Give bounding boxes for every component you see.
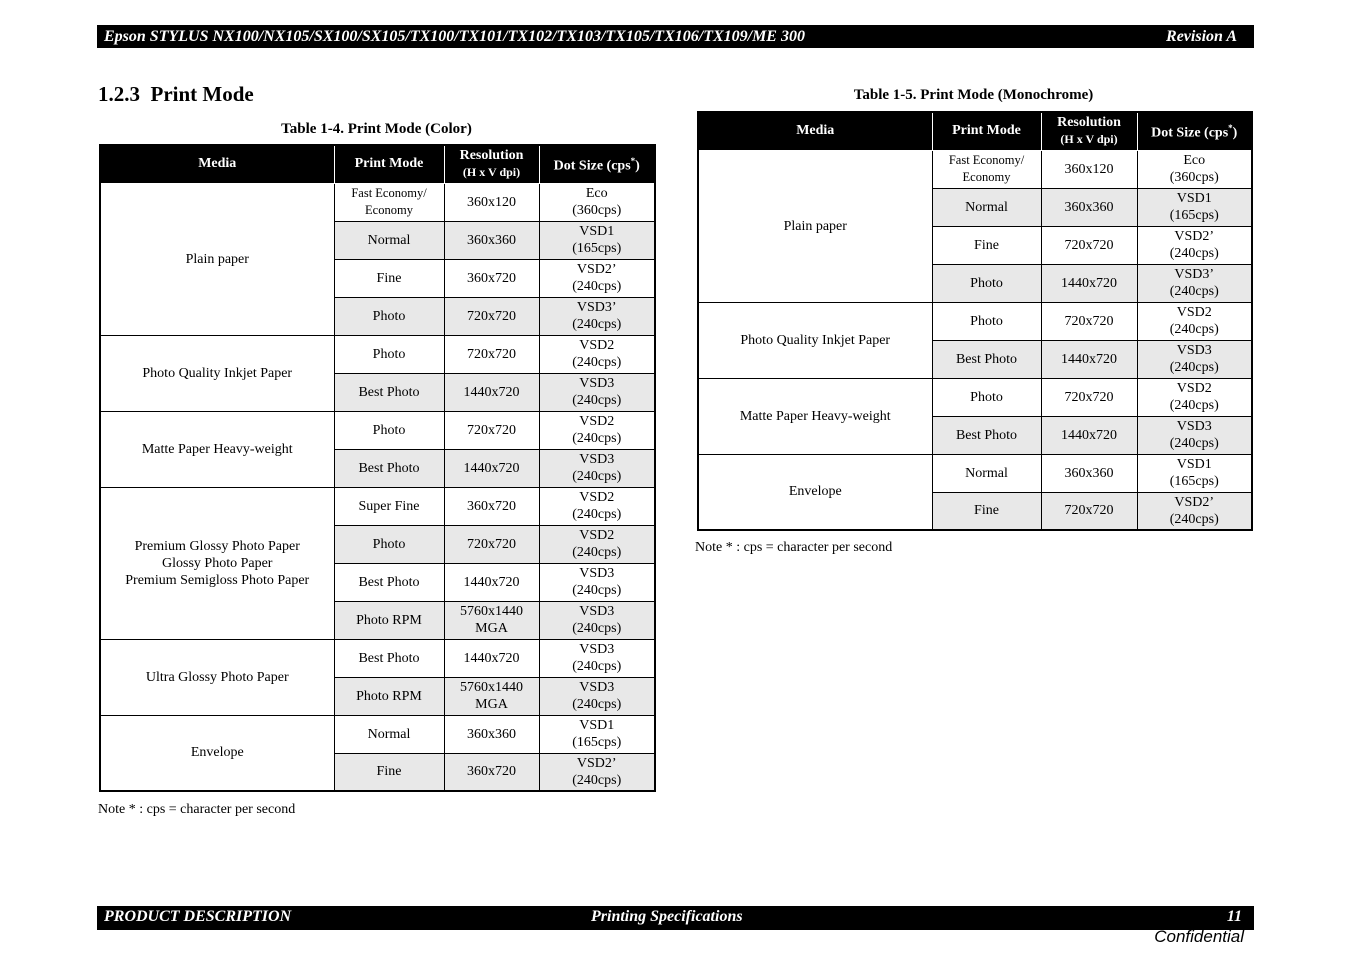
- print-mode-cell: [334, 715, 444, 753]
- resolution-cell: [444, 449, 539, 487]
- resolution-cell-line: 1440x720: [1061, 275, 1117, 291]
- resolution-cell: [1041, 454, 1137, 492]
- table-row: [698, 454, 1252, 492]
- resolution-cell: [444, 525, 539, 563]
- column-header-resolution-unit: (H x V dpi): [462, 165, 521, 180]
- dot-size-cell-line: VSD2: [579, 414, 615, 429]
- print-mode-cell: [334, 487, 444, 525]
- media-label: Matte Paper Heavy-weight: [739, 408, 891, 424]
- dot-size-cell-line: VSD1: [1176, 191, 1212, 206]
- dot-size-cell: [539, 525, 655, 563]
- resolution-cell: [444, 563, 539, 601]
- dot-size-cell-line: (240cps): [1169, 511, 1219, 527]
- media-label: Premium Semigloss Photo Paper: [125, 572, 310, 588]
- resolution-cell-line: 720x720: [1064, 503, 1114, 519]
- resolution-cell-line: 720x720: [467, 346, 516, 362]
- media-cell: [100, 639, 334, 715]
- dot-size-cell: [1137, 416, 1252, 454]
- resolution-cell-line: 1440x720: [463, 460, 520, 476]
- dot-size-cell: [539, 449, 655, 487]
- resolution-cell: [1041, 340, 1137, 378]
- dot-size-cell-line: VSD2’: [1174, 494, 1215, 510]
- print-mode-cell: [334, 183, 444, 221]
- media-label: Plain paper: [185, 251, 249, 267]
- resolution-cell-line: 720x720: [467, 536, 516, 552]
- dot-size-cell-line: VSD2: [1176, 305, 1212, 320]
- resolution-cell: [444, 373, 539, 411]
- column-header-resolution-unit: (H x V dpi): [1060, 132, 1118, 147]
- print-mode-cell-line: Fine: [376, 764, 402, 780]
- dot-size-cell-line: VSD1: [1176, 457, 1212, 472]
- print-mode-cell: [932, 340, 1041, 378]
- resolution-cell: [1041, 378, 1137, 416]
- media-cell: [698, 150, 932, 302]
- print-mode-cell-line: Economy: [962, 170, 1011, 184]
- print-mode-cell-line: Normal: [367, 726, 411, 742]
- media-cell: [100, 715, 334, 791]
- section-heading: Print Mode: [150, 82, 254, 106]
- footnote-mark: *: [1228, 123, 1233, 134]
- dot-size-cell-line: (240cps): [1169, 322, 1219, 337]
- dot-size-cell-line: (240cps): [572, 659, 622, 674]
- dot-size-cell: [539, 259, 655, 297]
- print-mode-cell: [334, 601, 444, 639]
- dot-size-cell-line: (240cps): [1169, 436, 1219, 451]
- resolution-cell: [1041, 264, 1137, 302]
- dot-size-cell-line: (165cps): [1169, 208, 1219, 223]
- resolution-cell-line: 720x720: [1064, 313, 1114, 329]
- dot-size-cell-line: VSD3: [579, 376, 615, 391]
- dot-size-cell-line: (240cps): [572, 772, 622, 788]
- column-header-dot-size-close: ): [635, 159, 640, 175]
- resolution-cell: [444, 297, 539, 335]
- dot-size-cell: [1137, 454, 1252, 492]
- column-header-dot-size: [1137, 112, 1252, 150]
- dot-size-cell-line: (240cps): [572, 583, 622, 598]
- column-header-resolution-label: Resolution: [1057, 115, 1121, 131]
- table-mono-caption: Table 1-5. Print Mode (Monochrome): [853, 87, 1094, 103]
- resolution-cell: [1041, 302, 1137, 340]
- page-number: 11: [1226, 908, 1242, 925]
- dot-size-cell-line: Eco: [1183, 153, 1206, 168]
- resolution-cell-line: 720x720: [467, 308, 516, 324]
- print-mode-cell: [932, 302, 1041, 340]
- column-header-dot-size: [539, 145, 655, 183]
- media-cell: [100, 487, 334, 639]
- print-mode-cell-line: Best Photo: [358, 574, 420, 590]
- dot-size-cell-line: VSD2: [1176, 381, 1212, 396]
- resolution-cell: [444, 221, 539, 259]
- print-mode-cell: [334, 221, 444, 259]
- dot-size-cell-line: (240cps): [572, 431, 622, 446]
- dot-size-cell-line: (240cps): [572, 545, 622, 560]
- media-cell: [100, 183, 334, 335]
- dot-size-cell: [1137, 302, 1252, 340]
- dot-size-cell-line: (165cps): [572, 241, 622, 256]
- table-color-note: Note * : cps = character per second: [98, 802, 296, 817]
- dot-size-cell-line: (165cps): [1169, 474, 1219, 489]
- print-mode-cell-line: Photo: [372, 308, 406, 324]
- print-mode-cell-line: Photo: [970, 275, 1003, 291]
- dot-size-cell-line: (240cps): [572, 507, 622, 522]
- dot-size-cell: [539, 335, 655, 373]
- resolution-cell-line: MGA: [475, 621, 508, 636]
- column-header-resolution: [444, 145, 539, 183]
- dot-size-cell-line: VSD3: [579, 566, 615, 581]
- dot-size-cell-line: (240cps): [1169, 246, 1219, 261]
- media-label: Photo Quality Inkjet Paper: [142, 365, 293, 381]
- dot-size-cell: [539, 487, 655, 525]
- resolution-cell: [444, 639, 539, 677]
- dot-size-cell-line: (240cps): [572, 697, 622, 712]
- dot-size-cell: [539, 297, 655, 335]
- print-mode-cell-line: Fine: [974, 503, 999, 519]
- print-mode-cell-line: Best Photo: [955, 427, 1018, 443]
- resolution-cell: [444, 259, 539, 297]
- column-header-dot-size-label: Dot Size (cps: [1151, 126, 1229, 142]
- print-mode-cell-line: Photo: [970, 389, 1003, 405]
- print-mode-cell: [334, 525, 444, 563]
- dot-size-cell-line: VSD3: [1176, 343, 1212, 358]
- print-mode-cell-line: Fine: [376, 270, 402, 286]
- print-mode-cell: [932, 188, 1041, 226]
- resolution-cell: [444, 183, 539, 221]
- resolution-cell-line: 360x360: [467, 232, 516, 248]
- print-mode-cell: [334, 753, 444, 791]
- table-mono-note: Note * : cps = character per second: [695, 540, 893, 555]
- print-mode-cell-line: Economy: [365, 203, 413, 217]
- dot-size-cell: [539, 373, 655, 411]
- footnote-mark: *: [630, 156, 636, 167]
- dot-size-cell: [539, 677, 655, 715]
- media-label: Matte Paper Heavy-weight: [141, 441, 293, 457]
- confidential-label: Confidential: [1154, 927, 1244, 946]
- resolution-cell-line: 1440x720: [463, 384, 520, 400]
- resolution-cell: [1041, 188, 1137, 226]
- column-header-resolution: [1041, 112, 1137, 150]
- media-label: Plain paper: [783, 218, 847, 234]
- print-mode-cell: [932, 150, 1041, 188]
- dot-size-cell-line: (240cps): [1169, 360, 1219, 375]
- dot-size-cell-line: (360cps): [1169, 170, 1219, 185]
- resolution-cell: [444, 753, 539, 791]
- dot-size-cell: [539, 221, 655, 259]
- table-row: [100, 639, 655, 677]
- dot-size-cell: [539, 411, 655, 449]
- print-mode-cell: [334, 411, 444, 449]
- column-header-print-mode: Print Mode: [932, 112, 1041, 150]
- print-mode-cell-line: Best Photo: [358, 460, 420, 476]
- resolution-cell-line: MGA: [475, 697, 508, 712]
- print-mode-cell: [334, 639, 444, 677]
- resolution-cell: [1041, 492, 1137, 530]
- column-header-media: Media: [100, 145, 334, 183]
- print-mode-color-table: [99, 144, 656, 792]
- dot-size-cell-line: Eco: [585, 186, 608, 201]
- table-mono-body: [698, 150, 1252, 530]
- dot-size-cell-line: VSD3’: [1174, 267, 1215, 282]
- dot-size-cell: [1137, 226, 1252, 264]
- dot-size-cell-line: VSD1: [579, 718, 615, 733]
- resolution-cell-line: 720x720: [467, 422, 516, 438]
- document-title: Epson STYLUS NX100/NX105/SX100/SX105/TX100/TX101/TX102/TX103/TX105/TX106/TX109/ME 300: [104, 28, 805, 45]
- resolution-cell-line: 1440x720: [1061, 351, 1117, 367]
- dot-size-cell: [1137, 340, 1252, 378]
- media-cell: [698, 302, 932, 378]
- dot-size-cell: [1137, 492, 1252, 530]
- table-row: [698, 150, 1252, 188]
- footer-chapter: Printing Specifications: [591, 908, 743, 925]
- table-row: [698, 302, 1252, 340]
- table-row: [100, 411, 655, 449]
- resolution-cell: [1041, 416, 1137, 454]
- media-label: Premium Glossy Photo Paper: [134, 538, 300, 554]
- dot-size-cell-line: (165cps): [572, 735, 622, 750]
- print-mode-cell-line: Photo: [970, 313, 1003, 329]
- print-mode-cell: [334, 449, 444, 487]
- dot-size-cell: [539, 601, 655, 639]
- section-number: 1.2.3: [98, 82, 140, 106]
- print-mode-cell-line: Best Photo: [358, 650, 420, 666]
- section-title: [98, 82, 254, 107]
- resolution-cell-line: 360x720: [467, 498, 516, 514]
- resolution-cell: [1041, 150, 1137, 188]
- media-label: Photo Quality Inkjet Paper: [740, 332, 891, 348]
- print-mode-cell-line: Photo: [372, 536, 406, 552]
- print-mode-cell: [932, 378, 1041, 416]
- resolution-cell-line: 360x360: [1064, 465, 1114, 481]
- resolution-cell: [444, 487, 539, 525]
- dot-size-cell: [1137, 150, 1252, 188]
- resolution-cell-line: 720x720: [1064, 237, 1114, 253]
- resolution-cell: [444, 411, 539, 449]
- media-cell: [698, 454, 932, 530]
- print-mode-cell-line: Photo: [372, 422, 406, 438]
- resolution-cell-line: 1440x720: [463, 574, 520, 590]
- table-header-row: [100, 145, 655, 183]
- resolution-cell-line: 360x360: [467, 726, 516, 742]
- dot-size-cell-line: (240cps): [572, 393, 622, 408]
- resolution-cell: [1041, 226, 1137, 264]
- resolution-cell-line: 5760x1440: [460, 680, 523, 695]
- dot-size-cell: [539, 715, 655, 753]
- resolution-cell: [444, 715, 539, 753]
- print-mode-cell: [334, 259, 444, 297]
- print-mode-monochrome-table: [697, 111, 1253, 531]
- print-mode-cell: [334, 373, 444, 411]
- dot-size-cell-line: VSD1: [579, 224, 615, 239]
- resolution-cell-line: 1440x720: [1061, 427, 1117, 443]
- dot-size-cell: [1137, 188, 1252, 226]
- footer-section: PRODUCT DESCRIPTION: [104, 908, 292, 925]
- dot-size-cell-line: (240cps): [572, 621, 622, 636]
- revision-label: Revision A: [1166, 28, 1237, 45]
- dot-size-cell-line: VSD3: [579, 642, 615, 657]
- media-label: Envelope: [788, 484, 842, 500]
- dot-size-cell-line: (240cps): [572, 469, 622, 484]
- dot-size-cell: [539, 639, 655, 677]
- dot-size-cell-line: VSD3: [579, 452, 615, 467]
- column-header-print-mode: Print Mode: [334, 145, 444, 183]
- dot-size-cell-line: VSD3: [579, 680, 615, 695]
- print-mode-cell-line: Best Photo: [358, 384, 420, 400]
- print-mode-cell: [932, 492, 1041, 530]
- table-row: [698, 378, 1252, 416]
- print-mode-cell-line: Normal: [965, 199, 1008, 215]
- dot-size-cell-line: VSD3’: [576, 300, 617, 315]
- table-header-row: [698, 112, 1252, 150]
- resolution-cell-line: 360x120: [467, 194, 516, 210]
- resolution-cell-line: 360x720: [467, 270, 516, 286]
- dot-size-cell: [1137, 264, 1252, 302]
- column-header-resolution-label: Resolution: [459, 148, 524, 164]
- resolution-cell-line: 720x720: [1064, 389, 1114, 405]
- dot-size-cell-line: VSD2’: [576, 262, 617, 277]
- print-mode-cell-line: Photo RPM: [356, 612, 422, 628]
- dot-size-cell: [539, 563, 655, 601]
- dot-size-cell-line: VSD2’: [576, 755, 617, 771]
- dot-size-cell-line: VSD2’: [1174, 229, 1215, 244]
- print-mode-cell-line: Super Fine: [358, 498, 420, 514]
- footer-bar: [97, 906, 1254, 930]
- resolution-cell-line: 360x720: [467, 764, 516, 780]
- resolution-cell: [444, 335, 539, 373]
- print-mode-cell: [334, 335, 444, 373]
- media-label: Ultra Glossy Photo Paper: [145, 669, 289, 685]
- print-mode-cell-line: Photo: [372, 346, 406, 362]
- dot-size-cell: [539, 753, 655, 791]
- table-color-body: [100, 183, 655, 791]
- column-header-media: Media: [698, 112, 932, 150]
- resolution-cell: [444, 601, 539, 639]
- dot-size-cell-line: (360cps): [572, 203, 622, 218]
- table-row: [100, 183, 655, 221]
- print-mode-cell: [932, 264, 1041, 302]
- resolution-cell-line: 360x120: [1064, 161, 1114, 177]
- dot-size-cell: [1137, 378, 1252, 416]
- print-mode-cell: [932, 226, 1041, 264]
- resolution-cell-line: 360x360: [1064, 199, 1114, 215]
- print-mode-cell-line: Normal: [965, 465, 1008, 481]
- dot-size-cell-line: (240cps): [1169, 398, 1219, 413]
- header-bar: [97, 25, 1254, 48]
- dot-size-cell-line: (240cps): [572, 317, 622, 332]
- media-label: Envelope: [190, 745, 244, 761]
- dot-size-cell-line: VSD3: [1176, 419, 1212, 434]
- table-row: [100, 715, 655, 753]
- dot-size-cell-line: VSD2: [579, 490, 615, 505]
- print-mode-cell-line: Best Photo: [955, 351, 1018, 367]
- print-mode-cell-line: Normal: [367, 232, 411, 248]
- dot-size-cell-line: VSD2: [579, 338, 615, 353]
- table-color-caption: Table 1-4. Print Mode (Color): [281, 121, 472, 137]
- dot-size-cell-line: (240cps): [572, 279, 622, 294]
- table-row: [100, 487, 655, 525]
- print-mode-cell: [334, 677, 444, 715]
- dot-size-cell-line: VSD2: [579, 528, 615, 543]
- dot-size-cell-line: VSD3: [579, 604, 615, 619]
- print-mode-cell-line: Fast Economy/: [948, 153, 1025, 167]
- print-mode-cell-line: Photo RPM: [356, 688, 422, 704]
- dot-size-cell-line: (240cps): [572, 355, 622, 370]
- resolution-cell: [444, 677, 539, 715]
- media-cell: [698, 378, 932, 454]
- print-mode-cell: [932, 416, 1041, 454]
- print-mode-cell: [334, 563, 444, 601]
- column-header-dot-size-label: Dot Size (cps: [553, 159, 631, 175]
- print-mode-cell-line: Fast Economy/: [351, 186, 427, 200]
- dot-size-cell: [539, 183, 655, 221]
- media-label: Glossy Photo Paper: [162, 555, 273, 571]
- column-header-dot-size-close: ): [1232, 126, 1238, 142]
- print-mode-cell-line: Fine: [974, 237, 999, 253]
- dot-size-cell-line: (240cps): [1169, 284, 1219, 299]
- media-cell: [100, 335, 334, 411]
- resolution-cell-line: 5760x1440: [460, 604, 523, 619]
- table-row: [100, 335, 655, 373]
- print-mode-cell: [932, 454, 1041, 492]
- resolution-cell-line: 1440x720: [463, 650, 520, 666]
- media-cell: [100, 411, 334, 487]
- print-mode-cell: [334, 297, 444, 335]
